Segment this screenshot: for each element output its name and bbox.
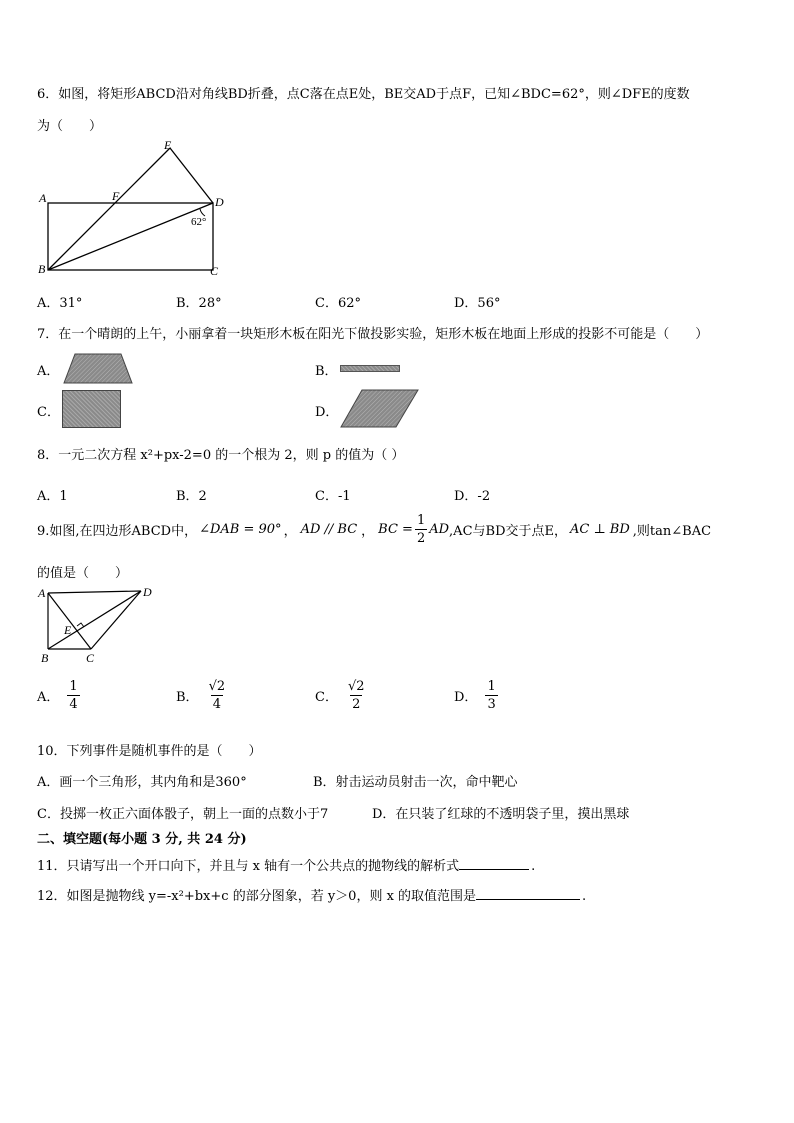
q12-line	[37, 885, 586, 904]
q11-line	[37, 855, 535, 874]
q11-text: 11．只请写出一个开口向下，并且与 x 轴有一个公共点的抛物线的解析式	[37, 859, 460, 874]
q7-text: 7．在一个晴朗的上午，小丽拿着一块矩形木板在阳光下做投影实验，矩形木板在地面上形成的投影不可能是（ ）	[37, 327, 709, 342]
q6-figure	[37, 136, 237, 281]
q9-option-b	[176, 680, 227, 711]
q11-answer-blank[interactable]	[459, 857, 529, 870]
trapezoid-shape	[63, 353, 133, 385]
q6-option-c: C．62°	[315, 296, 361, 311]
q8-option-b: B．2	[176, 489, 207, 504]
q10-option-d: D．在只装了红球的不透明袋子里，摸出黑球	[372, 807, 630, 822]
parallelogram-shape	[340, 389, 420, 429]
fraction-denominator: 2	[352, 697, 361, 712]
q9-option-c	[315, 680, 367, 711]
option-fraction	[346, 680, 367, 711]
q9-line1	[37, 514, 711, 545]
q9-sep1: ，	[283, 524, 297, 539]
fraction-numerator: 1	[416, 513, 426, 528]
q10-text: 10．下列事件是随机事件的是（ ）	[37, 744, 262, 759]
q9-angle: ∠DAB = 90°	[199, 522, 282, 537]
option-fraction	[485, 680, 497, 711]
label-d: D	[215, 195, 224, 209]
fraction-denominator: 4	[212, 697, 221, 712]
q8-text: 8．一元二次方程 x²+px-2=0 的一个根为 2，则 p 的值为（ ）	[37, 448, 405, 463]
label-c: C	[86, 651, 95, 665]
option-fraction	[67, 680, 79, 711]
label-f: F	[112, 189, 120, 203]
label-a: A	[38, 586, 46, 600]
label-a: A	[39, 191, 47, 205]
fraction-denominator: 4	[69, 697, 78, 712]
q8-option-c: C．-1	[315, 489, 351, 504]
q7-option-a: A．	[37, 364, 60, 379]
q9-option-a	[37, 680, 80, 711]
option-label: A．	[37, 690, 60, 705]
fraction-denominator: 2	[416, 531, 426, 546]
q12-text: 12．如图是抛物线 y=-x²+bx+c 的部分图象，若 y＞0，则 x 的取值范围是	[37, 889, 477, 904]
option-label: D．	[454, 690, 478, 705]
q9-part5: ,则tan∠BAC	[632, 524, 712, 539]
q6-option-b: B．28°	[176, 296, 222, 311]
q7-option-d: D．	[315, 405, 339, 420]
q8-option-d: D．-2	[454, 489, 491, 504]
q11-end: .	[531, 859, 536, 874]
q9-figure	[37, 583, 162, 668]
label-b: B	[41, 651, 49, 665]
q9-half-fraction	[415, 514, 427, 545]
q7-option-b: B．	[315, 364, 338, 379]
q10-option-a: A．画一个三角形，其内角和是360°	[37, 775, 247, 790]
line-segment-shape	[340, 365, 400, 372]
angle-label: 62°	[191, 216, 207, 228]
label-e: E	[164, 138, 172, 152]
fraction-numerator: √2	[347, 679, 365, 694]
label-b: B	[38, 262, 46, 276]
fraction-numerator: 1	[487, 679, 496, 694]
fraction-numerator: 1	[69, 679, 78, 694]
q9-option-d	[454, 680, 498, 711]
rectangle-shape	[62, 390, 121, 428]
q9-part1: 9.如图,在四边形ABCD中，	[37, 524, 198, 539]
option-fraction	[207, 680, 228, 711]
q6-option-a: A．31°	[37, 296, 83, 311]
fraction-numerator: √2	[208, 679, 226, 694]
label-c: C	[210, 264, 219, 278]
option-label: C．	[315, 690, 338, 705]
q9-line2: 的值是（ ）	[37, 566, 129, 581]
q9-parallel: AD // BC	[300, 522, 358, 537]
q10-option-b: B．射击运动员射击一次，命中靶心	[313, 775, 518, 790]
q9-bc: BC =	[378, 522, 413, 537]
section-heading: 二、填空题(每小题 3 分, 共 24 分)	[37, 832, 247, 847]
q9-part4: ,AC与BD交于点E，	[449, 524, 567, 539]
option-label: B．	[176, 690, 199, 705]
q6-line1: 6．如图，将矩形ABCD沿对角线BD折叠，点C落在点E处，BE交AD于点F，已知∠BDC=62°，则∠DFE的度数	[37, 87, 690, 102]
q7-option-c: C．	[37, 405, 60, 420]
q12-answer-blank[interactable]	[476, 887, 580, 900]
fraction-denominator: 3	[487, 697, 496, 712]
q9-perp: AC ⊥ BD	[569, 522, 630, 537]
label-d: D	[143, 585, 152, 599]
q12-end: .	[582, 889, 587, 904]
q9-ad: AD	[429, 522, 450, 537]
q8-option-a: A．1	[37, 489, 68, 504]
q9-sep2: ，	[361, 524, 375, 539]
label-e: E	[64, 623, 72, 637]
q6-line2: 为（ ）	[37, 119, 103, 134]
q10-option-c: C．投掷一枚正六面体骰子，朝上一面的点数小于7	[37, 807, 329, 822]
q6-option-d: D．56°	[454, 296, 501, 311]
